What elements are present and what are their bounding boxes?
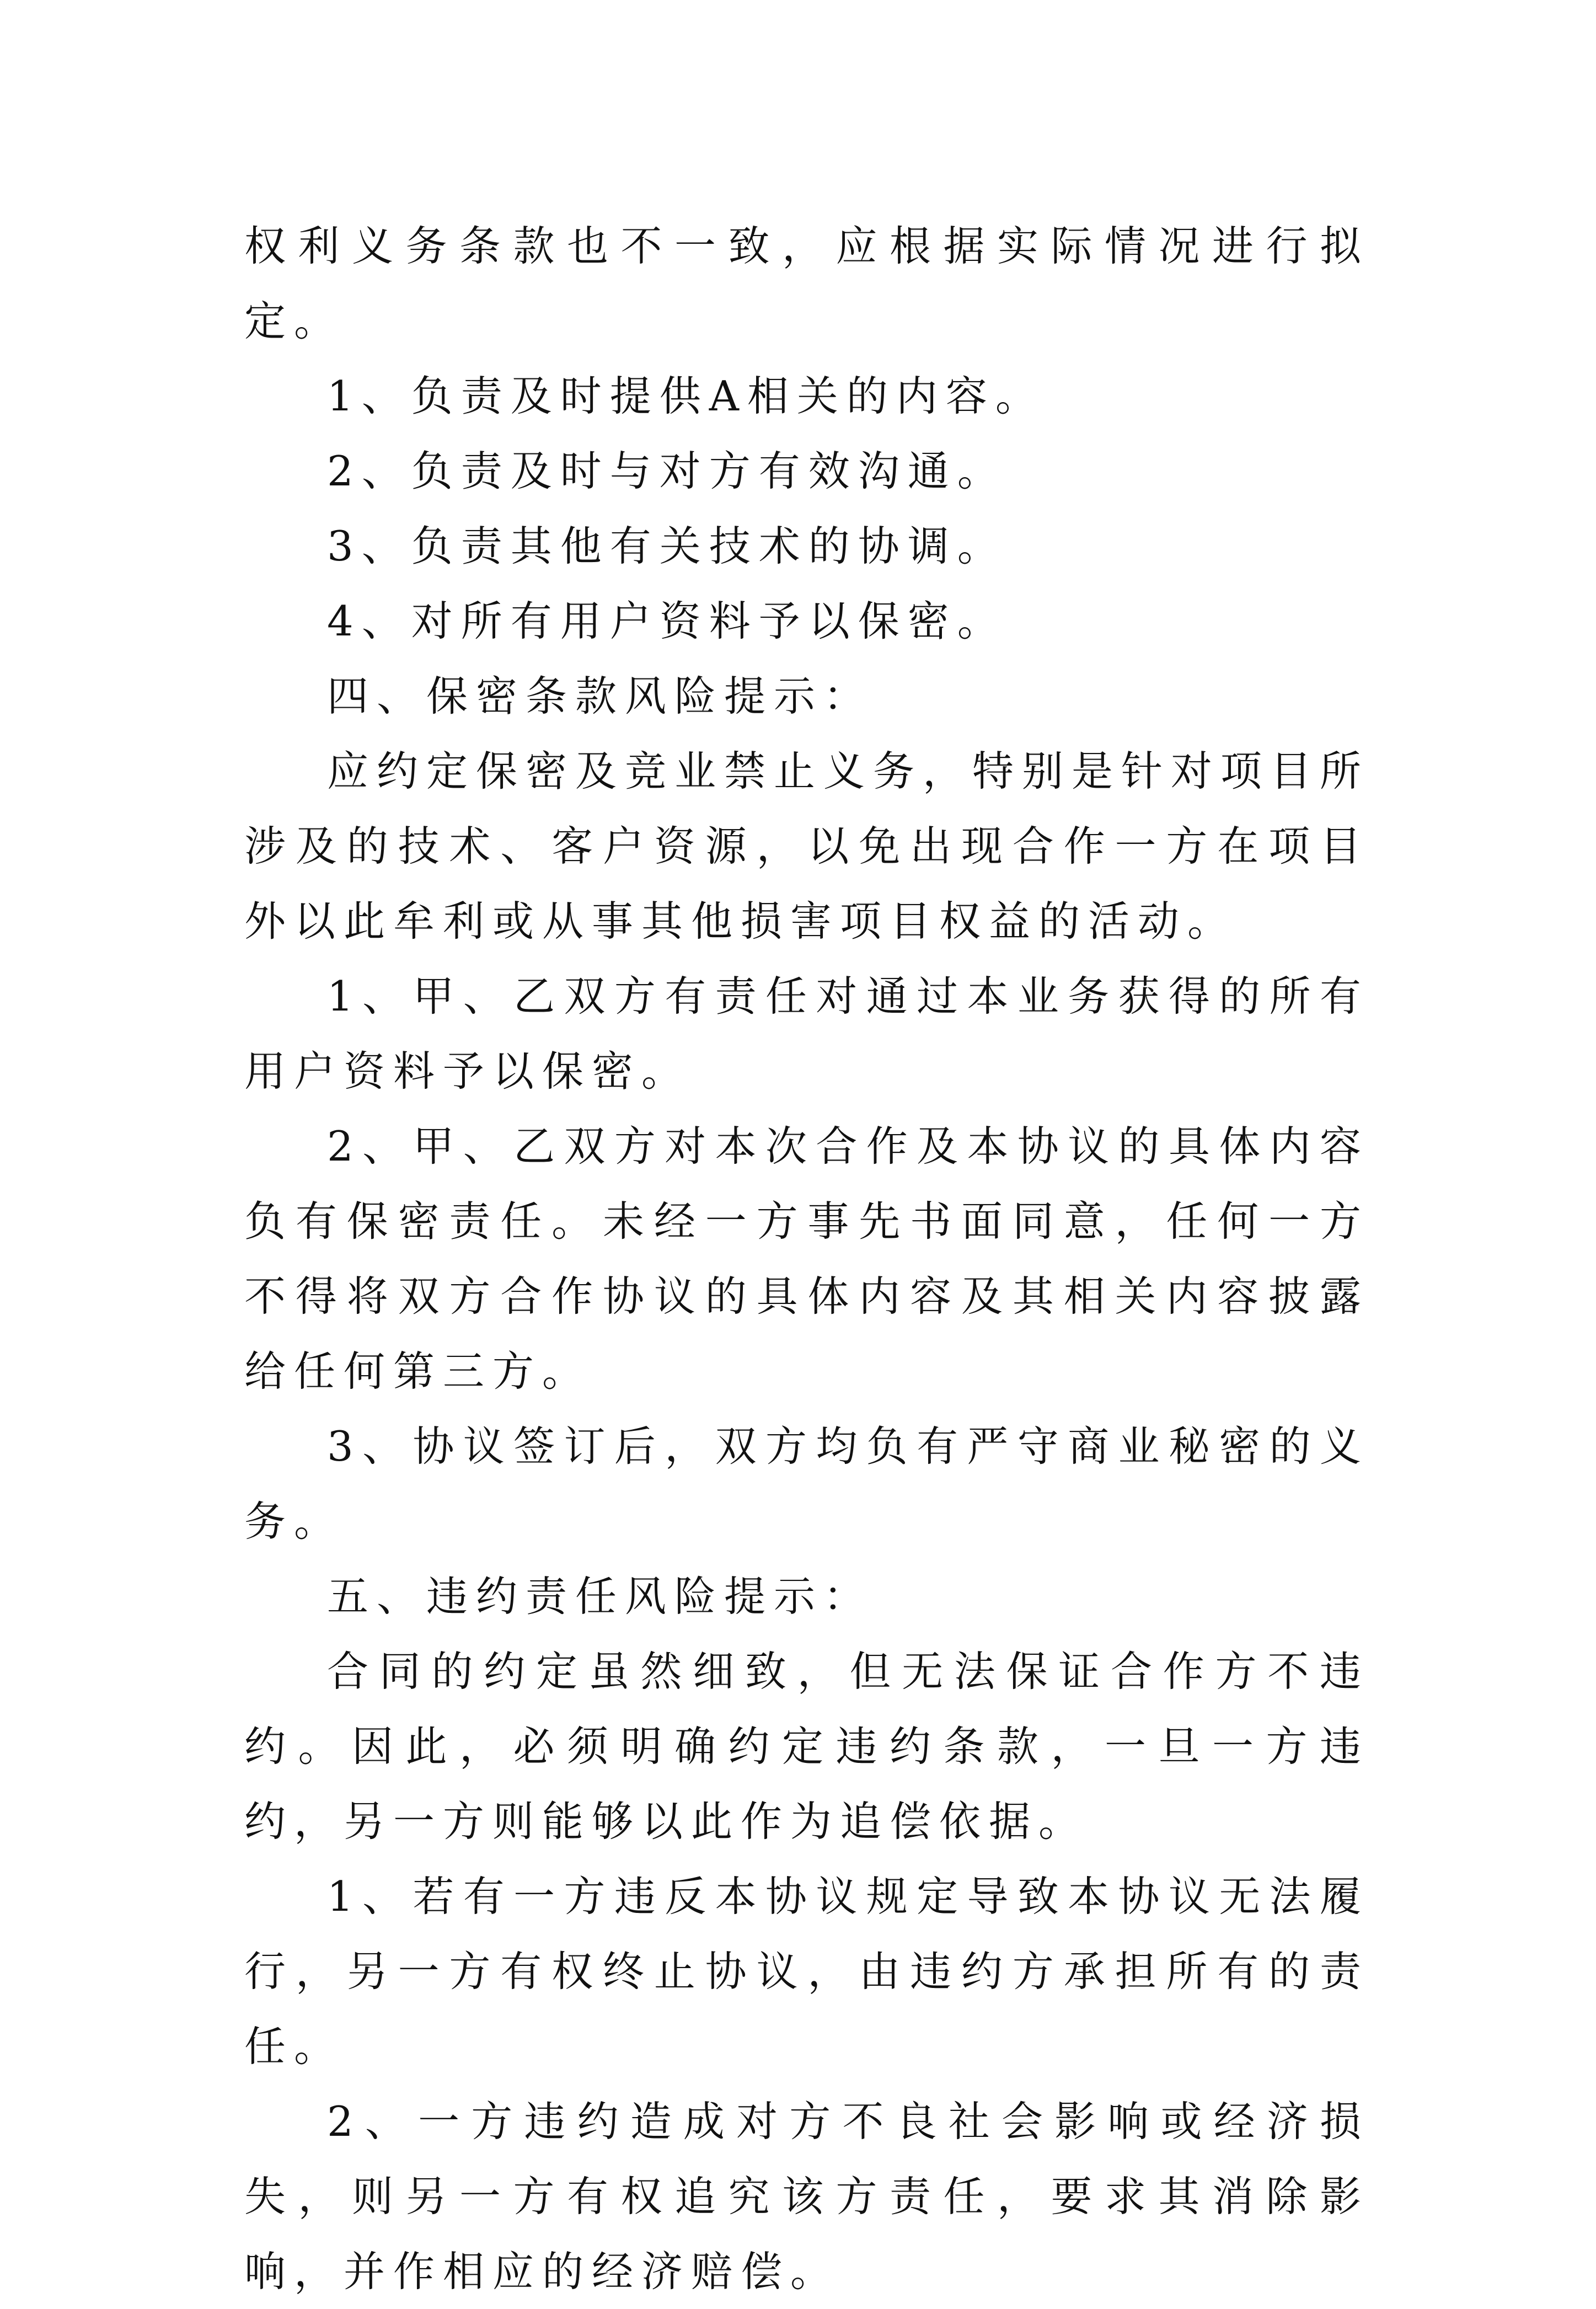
paragraph-5: 4、对所有用户资料予以保密。 xyxy=(327,597,1007,645)
paragraph-14: 2、一方违约造成对方不良社会影响或经济损失，则另一方有权追究该方责任，要求其消除影响，并作相应的经济赔偿。 xyxy=(244,2097,1369,2296)
paragraph-1: 权利义务条款也不一致，应根据实际情况进行拟定。 xyxy=(244,222,1369,345)
paragraph-3: 2、负责及时与对方有效沟通。 xyxy=(327,447,1007,495)
paragraph-4: 3、负责其他有关技术的协调。 xyxy=(327,522,1007,570)
paragraph-10: 3、协议签订后，双方均负有严守商业秘密的义务。 xyxy=(244,1422,1369,1546)
section-heading-confidentiality: 四、保密条款风险提示： xyxy=(327,672,874,720)
paragraph-13: 1、若有一方违反本协议规定导致本协议无法履行，另一方有权终止协议，由违约方承担所有的责任。 xyxy=(244,1872,1369,2071)
paragraph-9: 2、甲、乙双方对本次合作及本协议的具体内容负有保密责任。未经一方事先书面同意，任何一方不得将双方合作协议的具体内容及其相关内容披露给任何第三方。 xyxy=(244,1122,1369,1396)
section-heading-liability: 五、违约责任风险提示： xyxy=(327,1572,874,1621)
paragraph-12: 合同的约定虽然细致，但无法保证合作方不违约。因此，必须明确约定违约条款，一旦一方违约，另一方则能够以此作为追偿依据。 xyxy=(244,1647,1369,1846)
paragraph-7: 应约定保密及竞业禁止义务，特别是针对项目所涉及的技术、客户资源，以免出现合作一方在项目外以此牟利或从事其他损害项目权益的活动。 xyxy=(244,747,1370,945)
paragraph-8: 1、甲、乙双方有责任对通过本业务获得的所有用户资料予以保密。 xyxy=(244,972,1369,1095)
paragraph-2: 1、负责及时提供A相关的内容。 xyxy=(327,372,1045,420)
document-page xyxy=(244,209,1369,2309)
